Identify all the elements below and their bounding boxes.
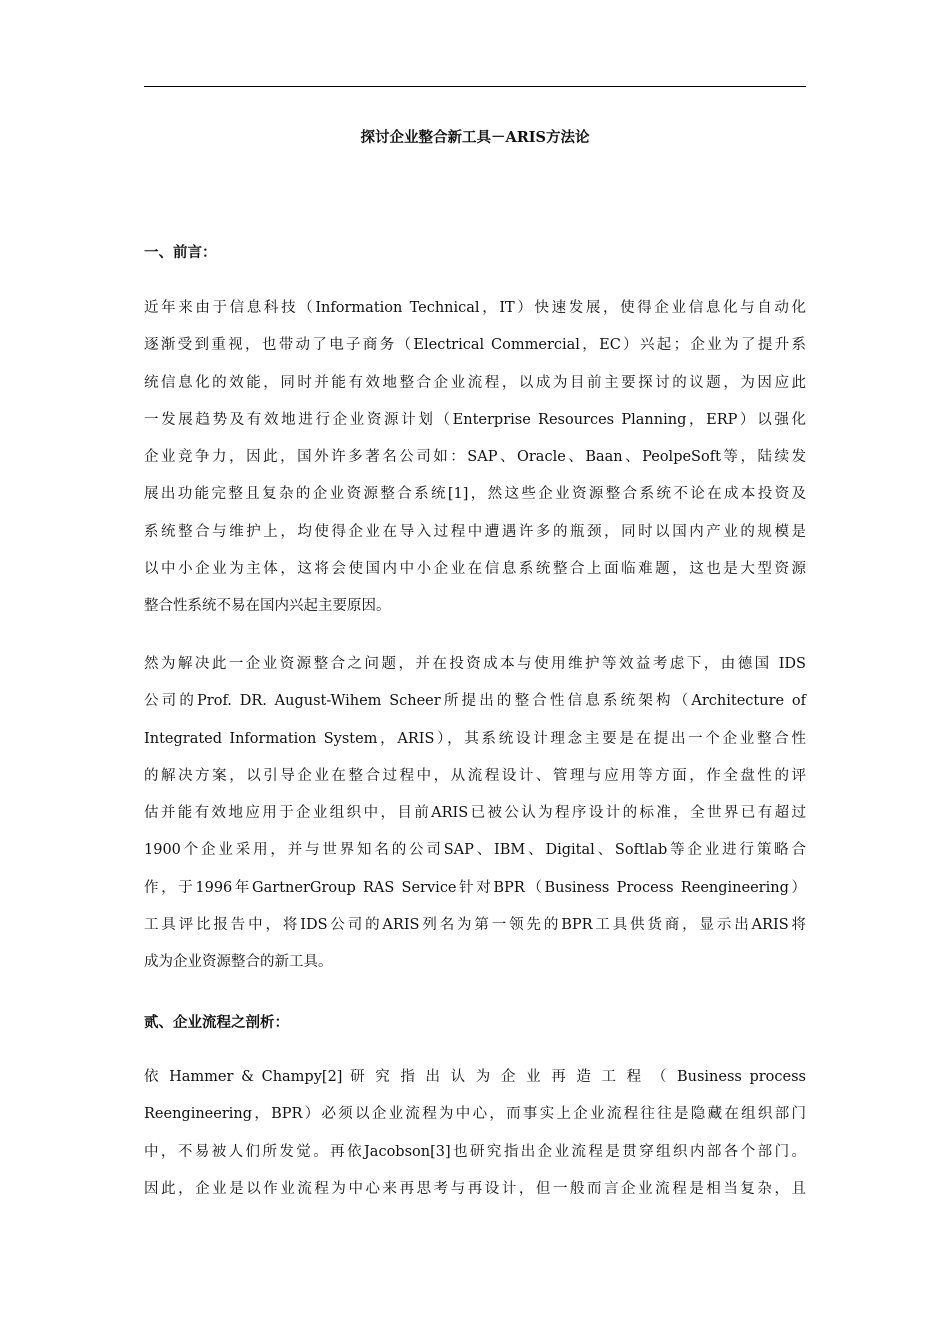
text-line: 1900个企业采用，并与世界知名的公司SAP、IBM、Digital、Softlab等企业进行策略合 [144,842,806,859]
text-line: 的解决方案，以引导企业在整合过程中，从流程设计、管理与应用等方面，作全盘性的评 [144,767,806,784]
paragraph-process-analysis-1 [144,1059,806,1208]
text-line: 中，不易被人们所发觉。再依Jacobson[3]也研究指出企业流程是贯穿组织内部各个部门。 [144,1143,806,1160]
text-line: 一发展趋势及有效地进行企业资源计划（Enterprise Resources Planning，ERP）以强化 [144,411,806,428]
text-line: 公司的Prof. DR. August-Wihem Scheer所提出的整合性信息系统架构（Architecture of [144,693,806,710]
text-line: Integrated Information System，ARIS），其系统设计理念主要是在提出一个企业整合性 [144,730,806,747]
paragraph-preface-1 [144,290,806,626]
paragraph-preface-2 [144,646,806,982]
text-line: 因此，企业是以作业流程为中心来再思考与再设计，但一般而言企业流程是相当复杂，且 [144,1180,806,1197]
text-line: 统信息化的效能，同时并能有效地整合企业流程，以成为目前主要探讨的议题，为因应此 [144,374,806,391]
text-line: Reengineering，BPR）必须以企业流程为中心，而事实上企业流程往往是隐藏在组织部门 [144,1106,806,1123]
section-heading-preface: 一、前言： [144,244,217,261]
text-line: 企业竞争力，因此，国外许多著名公司如：SAP、Oracle、Baan、PeolpeSoft等，陆续发 [144,449,806,466]
text-line: 逐渐受到重视，也带动了电子商务（Electrical Commercial，EC）兴起；企业为了提升系 [144,337,806,354]
text-line: 展出功能完整且复杂的企业资源整合系统[1]，然这些企业资源整合系统不论在成本投资及 [144,486,806,503]
text-line: 工具评比报告中，将IDS公司的ARIS列名为第一领先的BPR工具供货商，显示出ARIS将 [144,917,806,934]
section-heading-process-analysis: 贰、企业流程之剖析： [144,1014,289,1031]
text-line: 然为解决此一企业资源整合之问题，并在投资成本与使用维护等效益考虑下，由德国 IDS [144,656,806,672]
text-line: 系统整合与维护上，均使得企业在导入过程中遭遇许多的瓶颈，同时以国内产业的规模是 [144,523,806,540]
text-line: 整合性系统不易在国内兴起主要原因。 [144,598,391,615]
text-line: 近年来由于信息科技（Information Technical，IT）快速发展，使得企业信息化与自动化 [144,300,806,316]
text-line: 成为企业资源整合的新工具。 [144,954,333,971]
document-title: 探讨企业整合新工具－ARIS方法论 [360,129,590,146]
text-line: 依 Hammer & Champy[2] 研 究 指 出 认 为 企 业 再 造 工 程 （ Business process [144,1069,806,1085]
text-line: 以中小企业为主体，这将会使国内中小企业在信息系统整合上面临难题，这也是大型资源 [144,561,806,578]
text-line: 估并能有效地应用于企业组织中，目前ARIS已被公认为程序设计的标准，全世界已有超过 [144,805,806,822]
header-rule [144,86,806,87]
text-line: 作，于1996年GartnerGroup RAS Service针对BPR（Business Process Reengineering） [144,879,806,896]
